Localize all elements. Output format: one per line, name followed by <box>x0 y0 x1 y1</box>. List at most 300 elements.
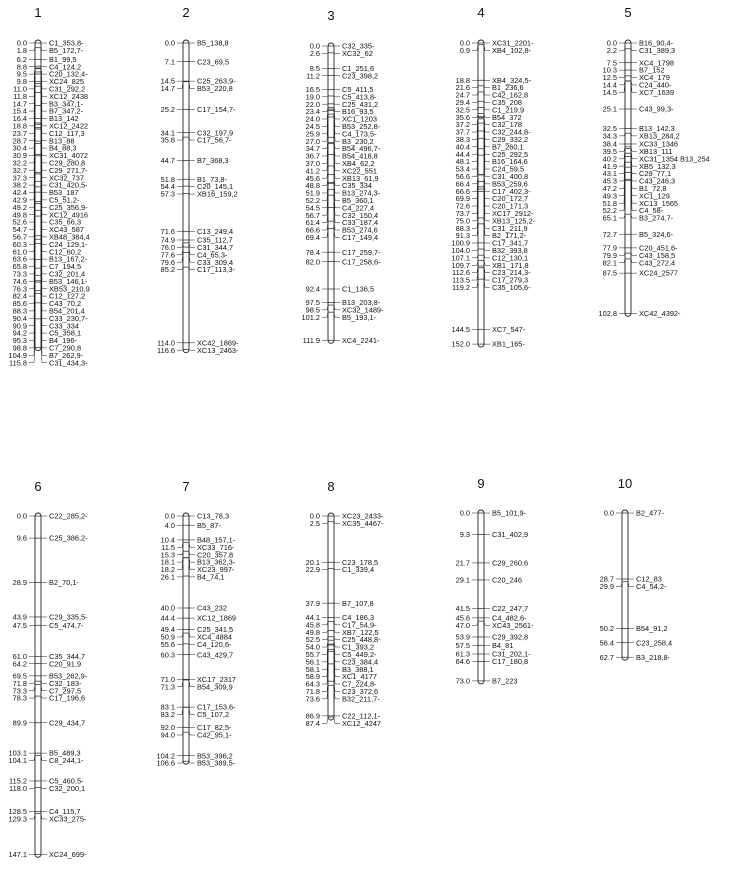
position-connector <box>619 259 625 263</box>
marker-label: XB4_102,8- <box>492 46 532 55</box>
marker-connector <box>334 637 340 640</box>
position-connector <box>322 53 328 54</box>
locus-position-label: 71.8 <box>13 679 27 688</box>
marker-label: XC24_825 <box>49 77 84 86</box>
locus-position-label: 44.1 <box>306 613 320 622</box>
marker-label: C42_162,8 <box>492 91 528 100</box>
marker-label: B7_152 <box>639 66 664 75</box>
marker-label: C5_449,2- <box>342 650 377 659</box>
marker-label: B53_262,9- <box>49 671 88 680</box>
linkage-group-title: 1 <box>34 5 41 20</box>
locus-position-label: 48.1 <box>456 157 470 166</box>
locus-position-label: 44.4 <box>161 614 175 623</box>
locus-position-label: 77.6 <box>161 250 175 259</box>
marker-label: C25_341,5 <box>197 625 233 634</box>
marker-label: C31_389,3 <box>639 46 675 55</box>
marker-label: C17_54,9- <box>342 620 377 629</box>
locus-position-label: 85.2 <box>161 265 175 274</box>
position-connector <box>177 137 183 140</box>
marker-label: C17_154,7- <box>197 105 236 114</box>
marker-label: B5_324,6- <box>639 230 674 239</box>
locus-position-label: 16.4 <box>13 114 27 123</box>
marker-label: XC13_2463- <box>197 346 239 355</box>
marker-connector <box>484 621 490 625</box>
position-connector <box>29 48 35 51</box>
locus-position-label: 49.4 <box>161 625 175 634</box>
locus-position-label: 28.7 <box>13 136 27 145</box>
locus-position-label: 115.8 <box>9 358 27 367</box>
position-connector <box>29 68 35 74</box>
locus-position-label: 82.1 <box>603 258 617 267</box>
locus-position-label: 8.5 <box>310 64 320 73</box>
locus-position-label: 34.7 <box>306 144 320 153</box>
marker-label: B7_368,3 <box>197 156 229 165</box>
marker-label: C20_246 <box>492 576 522 585</box>
locus-position-label: 37.0 <box>306 159 320 168</box>
locus-position-label: 41.9 <box>603 162 617 171</box>
linkage-group-3 <box>302 8 385 345</box>
marker-label: XB1_165- <box>492 340 525 349</box>
marker-label: C5_358,1 <box>49 329 81 338</box>
position-connector <box>29 787 35 788</box>
locus-position-label: 103.1 <box>9 749 28 758</box>
position-connector <box>177 680 183 687</box>
marker-label: C31_211,9 <box>492 224 528 233</box>
marker-label: C33_230,7- <box>49 314 88 323</box>
marker-connector <box>631 81 637 85</box>
locus-position-label: 79.6 <box>161 258 175 267</box>
marker-connector <box>41 685 47 691</box>
locus-position-label: 73.3 <box>13 686 27 695</box>
marker-connector <box>484 45 490 51</box>
locus-position-label: 11.5 <box>161 543 175 552</box>
locus-position-label: 18.8 <box>456 76 470 85</box>
locus-position-label: 25.1 <box>603 105 617 114</box>
marker-connector <box>189 542 195 547</box>
locus-position-label: 24.0 <box>306 115 320 124</box>
marker-label: XC31_1354 B13_254 <box>639 154 710 163</box>
marker-label: XC31_2201- <box>492 39 534 48</box>
marker-label: C12_83 <box>636 575 662 584</box>
locus-position-label: 98.8 <box>13 344 27 353</box>
locus-position-label: 71.0 <box>161 675 175 684</box>
marker-connector <box>189 732 195 735</box>
marker-label: B4_196- <box>49 336 77 345</box>
locus-position-label: 14.7 <box>161 84 175 93</box>
marker-connector <box>189 707 195 714</box>
marker-connector <box>334 621 340 624</box>
position-connector <box>472 621 478 625</box>
marker-label: B3_274,7- <box>639 214 674 223</box>
linkage-group-title: 2 <box>182 5 189 20</box>
marker-label: XC23_2433- <box>342 512 384 521</box>
marker-label: C23_372,6 <box>342 687 378 696</box>
marker-label: B13_274,3- <box>342 189 381 198</box>
locus-position-label: 32.5 <box>456 105 470 114</box>
locus-position-label: 73.7 <box>456 209 470 218</box>
locus-position-label: 90.9 <box>13 321 27 330</box>
marker-label: C7_224,8- <box>342 680 377 689</box>
locus-position-label: 66.6 <box>456 187 470 196</box>
marker-label: B1_236,6 <box>492 83 524 92</box>
marker-label: B53_274,6 <box>342 226 378 235</box>
marker-label: C35_112,7 <box>197 236 233 245</box>
locus-position-label: 7.1 <box>165 57 175 66</box>
locus-position-label: 0.0 <box>310 512 320 521</box>
locus-position-label: 26.1 <box>161 573 175 582</box>
locus-position-label: 18.1 <box>161 558 175 567</box>
position-connector <box>177 247 183 255</box>
marker-label: B54_309,9 <box>197 682 233 691</box>
marker-label: XC42_1869- <box>197 338 239 347</box>
marker-label: XC33_275- <box>49 815 87 824</box>
marker-label: C17_196,6 <box>49 694 85 703</box>
marker-label: C5_107,2 <box>197 710 229 719</box>
locus-position-label: 38.2 <box>13 181 27 190</box>
marker-label: B54_91,2 <box>636 624 668 633</box>
marker-label: B3_230,2 <box>342 137 374 146</box>
locus-position-label: 128.5 <box>9 807 28 816</box>
locus-position-label: 54.0 <box>306 643 320 652</box>
locus-position-label: 56.7 <box>13 233 27 242</box>
marker-label: C20_451,6- <box>639 243 678 252</box>
marker-label: C29_280,8 <box>49 159 85 168</box>
marker-label: B7_347,2- <box>49 107 84 116</box>
position-connector <box>619 214 625 218</box>
marker-connector <box>189 243 195 248</box>
marker-label: C31_420,5- <box>49 181 88 190</box>
marker-label: B13_203,8- <box>342 298 381 307</box>
marker-label: XC12_1869 <box>197 614 236 623</box>
locus-position-label: 43.9 <box>13 613 27 622</box>
marker-label: C42_95,1- <box>197 731 232 740</box>
locus-position-label: 9.5 <box>17 70 27 79</box>
locus-position-label: 50.9 <box>161 633 175 642</box>
marker-label: C33_334 <box>49 321 79 330</box>
marker-label: C43_246,3 <box>639 177 675 186</box>
linkage-group-6 <box>9 479 89 859</box>
locus-position-label: 86.9 <box>306 711 320 720</box>
marker-label: XC7_1639 <box>639 88 674 97</box>
locus-position-label: 83.2 <box>161 710 175 719</box>
marker-label: C5_474,7- <box>49 621 84 630</box>
locus-position-label: 109.7 <box>452 261 471 270</box>
position-connector <box>322 569 328 570</box>
marker-label: B1_99,5 <box>49 55 77 64</box>
locus-position-label: 118.0 <box>9 784 27 793</box>
locus-position-label: 65.1 <box>603 214 617 223</box>
marker-connector <box>41 68 47 74</box>
linkage-group-title: 7 <box>182 479 189 494</box>
locus-position-label: 63.6 <box>13 255 27 264</box>
position-connector <box>472 114 478 118</box>
locus-position-label: 65.8 <box>13 262 27 271</box>
marker-label: C20_132,4- <box>49 70 88 79</box>
locus-position-label: 18.8 <box>13 122 27 131</box>
locus-position-label: 104.2 <box>157 751 176 760</box>
locus-position-label: 69.5 <box>13 671 27 680</box>
locus-position-label: 52.2 <box>306 196 320 205</box>
locus-position-label: 12.5 <box>603 73 617 82</box>
marker-connector <box>334 143 340 156</box>
marker-connector <box>189 551 195 555</box>
locus-position-label: 45.8 <box>306 620 320 629</box>
marker-label: XC17_2912- <box>492 209 534 218</box>
marker-label: C17_56,7- <box>197 136 232 145</box>
marker-connector <box>631 253 637 255</box>
locus-position-label: 41.5 <box>456 604 470 613</box>
locus-position-label: 60.3 <box>13 240 27 249</box>
marker-label: C7_194,5 <box>49 262 81 271</box>
locus-position-label: 77.9 <box>603 243 617 252</box>
locus-position-label: 28.7 <box>600 575 614 584</box>
position-connector <box>322 312 328 317</box>
marker-label: XC12_2438 <box>49 92 88 101</box>
marker-label: C35_105,6- <box>492 283 531 292</box>
marker-label: C43_272,4 <box>639 258 675 267</box>
marker-label: C17_258,6- <box>342 257 381 266</box>
locus-position-label: 6.2 <box>17 55 27 64</box>
marker-label: XC32_1489- <box>342 305 384 314</box>
locus-position-label: 47.2 <box>603 184 617 193</box>
marker-label: C32_197,9 <box>197 128 233 137</box>
locus-position-label: 152.0 <box>452 340 471 349</box>
locus-position-label: 69.9 <box>456 194 470 203</box>
locus-position-label: 0.0 <box>17 39 27 48</box>
linkage-group-title: 10 <box>618 476 632 491</box>
marker-connector <box>189 247 195 255</box>
locus-position-label: 60.3 <box>161 650 175 659</box>
marker-label: C32_183- <box>49 679 82 688</box>
locus-position-label: 104.0 <box>452 246 471 255</box>
marker-connector <box>189 633 195 637</box>
marker-label: C12_60,2 <box>49 247 81 256</box>
marker-label: XC42_4392- <box>639 309 681 318</box>
locus-position-label: 66.6 <box>306 226 320 235</box>
position-connector <box>616 582 622 587</box>
linkage-group-7 <box>157 479 237 768</box>
position-connector <box>619 153 625 166</box>
marker-label: C24_59,5 <box>492 165 524 174</box>
marker-label: XC23_997- <box>197 565 235 574</box>
marker-label: XB4_62,2 <box>342 159 374 168</box>
marker-label: B54_372 <box>492 113 522 122</box>
locus-position-label: 71.6 <box>161 227 175 236</box>
locus-position-label: 37.9 <box>306 599 320 608</box>
locus-position-label: 0.0 <box>165 39 175 48</box>
marker-label: C1_393,2 <box>342 643 374 652</box>
marker-connector <box>631 147 637 152</box>
marker-label: C1_353,8- <box>49 39 84 48</box>
marker-label: C43_232 <box>197 604 227 613</box>
locus-position-label: 22.0 <box>306 100 320 109</box>
locus-position-label: 78.3 <box>13 694 27 703</box>
locus-position-label: 11.8 <box>13 92 27 101</box>
locus-position-label: 85.6 <box>13 299 27 308</box>
marker-label: C4_58- <box>639 206 664 215</box>
marker-label: B48_157,1- <box>197 536 236 545</box>
locus-position-label: 1.8 <box>17 46 27 55</box>
marker-label: B32_393,8 <box>492 246 528 255</box>
marker-label: C31_202,1- <box>492 650 531 659</box>
marker-label: C25_448,8- <box>342 635 381 644</box>
locus-position-label: 23.7 <box>13 129 27 138</box>
position-connector <box>619 147 625 152</box>
marker-label: C29_260,6 <box>492 559 528 568</box>
locus-position-label: 32.7 <box>13 166 27 175</box>
marker-label: C1_136,5 <box>342 285 374 294</box>
locus-position-label: 94.0 <box>161 731 175 740</box>
position-connector <box>177 186 183 187</box>
locus-position-label: 87.5 <box>603 269 617 278</box>
marker-label: C29_332,2 <box>492 135 528 144</box>
marker-label: XC4_179 <box>639 73 670 82</box>
marker-label: C43_99,3- <box>639 105 674 114</box>
position-connector <box>29 66 35 67</box>
linkage-group-title: 8 <box>327 479 334 494</box>
marker-connector <box>334 305 340 310</box>
position-connector <box>472 107 478 109</box>
marker-connector <box>631 153 637 166</box>
locus-position-label: 56.7 <box>306 211 320 220</box>
position-connector <box>29 696 35 698</box>
position-connector <box>177 644 183 645</box>
marker-connector <box>484 279 490 287</box>
marker-label: C17_82,5- <box>197 723 232 732</box>
position-connector <box>177 558 183 570</box>
marker-label: B53_146,1- <box>49 277 88 286</box>
marker-connector <box>189 576 195 577</box>
locus-position-label: 20.1 <box>306 558 320 567</box>
locus-position-label: 51.9 <box>306 189 320 198</box>
position-connector <box>29 681 35 683</box>
marker-label: XC43_2561- <box>492 621 534 630</box>
marker-label: B54_201,4 <box>49 307 85 316</box>
position-connector <box>29 685 35 691</box>
locus-position-label: 51.8 <box>161 175 175 184</box>
marker-label: B5_138,8 <box>197 39 229 48</box>
marker-label: XC24_2577 <box>639 269 678 278</box>
position-connector <box>322 631 328 633</box>
position-connector <box>472 249 478 250</box>
marker-label: C20_357,8 <box>197 550 233 559</box>
locus-position-label: 30.4 <box>13 144 27 153</box>
marker-connector <box>631 49 637 51</box>
marker-label: C32_178 <box>492 120 522 129</box>
locus-position-label: 104.1 <box>9 756 28 765</box>
marker-label: C12_117,3 <box>49 129 85 138</box>
marker-label: XC12_4916 <box>49 210 88 219</box>
locus-position-label: 83.1 <box>161 703 175 712</box>
locus-position-label: 111.9 <box>303 336 320 345</box>
marker-label: B16_90,4- <box>639 39 674 48</box>
position-connector <box>177 542 183 547</box>
locus-position-label: 14.5 <box>603 88 617 97</box>
marker-label: C24_440- <box>639 81 672 90</box>
linkage-group-title: 3 <box>327 8 334 23</box>
position-connector <box>472 86 478 88</box>
marker-label: C4_115,7 <box>49 807 81 816</box>
marker-label: C20_145,1 <box>197 182 233 191</box>
marker-label: C25_356,9- <box>49 203 88 212</box>
locus-position-label: 107.1 <box>452 253 471 262</box>
locus-position-label: 92.4 <box>306 285 320 294</box>
locus-position-label: 57.3 <box>161 190 175 199</box>
marker-label: C7_290,8 <box>49 344 81 353</box>
marker-label: XC43_587 <box>49 225 84 234</box>
locus-position-label: 15.3 <box>161 550 175 559</box>
position-connector <box>472 260 478 265</box>
marker-label: XC1_1203 <box>342 115 377 124</box>
marker-label: XC4_1798 <box>639 58 674 67</box>
locus-position-label: 14.7 <box>13 99 27 108</box>
marker-label: B4_81 <box>492 641 513 650</box>
locus-position-label: 116.6 <box>157 346 175 355</box>
position-connector <box>322 522 328 524</box>
locus-position-label: 49.2 <box>13 203 27 212</box>
linkage-group-5 <box>599 5 710 318</box>
marker-label: XC1_129 <box>639 191 670 200</box>
marker-label: XB13_61,9 <box>342 174 379 183</box>
locus-position-label: 21.7 <box>456 559 470 568</box>
marker-connector <box>484 266 490 273</box>
marker-label: C43_70,2 <box>49 299 81 308</box>
marker-label: B4_88,3 <box>49 144 77 153</box>
marker-label: B1_72,8 <box>639 184 667 193</box>
marker-connector <box>631 259 637 263</box>
locus-position-label: 45.6 <box>306 174 320 183</box>
marker-label: B7_260,1 <box>492 142 524 151</box>
locus-position-label: 47.0 <box>456 621 470 630</box>
locus-position-label: 10.4 <box>161 536 175 545</box>
locus-position-label: 76.0 <box>161 243 175 252</box>
locus-position-label: 49.8 <box>13 210 27 219</box>
marker-label: B4_74,1 <box>197 573 225 582</box>
locus-position-label: 11.2 <box>306 71 320 80</box>
marker-connector <box>334 108 340 112</box>
locus-position-label: 14.5 <box>161 77 175 86</box>
locus-position-label: 112.6 <box>452 268 470 277</box>
marker-label: B7_262,9- <box>49 351 84 360</box>
position-connector <box>619 253 625 255</box>
marker-connector <box>631 76 637 78</box>
locus-position-label: 52.5 <box>306 635 320 644</box>
marker-connector <box>484 260 490 265</box>
position-connector <box>177 576 183 577</box>
marker-label: C4_186,3 <box>342 613 374 622</box>
locus-position-label: 42.4 <box>13 188 27 197</box>
locus-position-label: 56.4 <box>600 638 614 647</box>
marker-label: XB48_384,4 <box>49 233 90 242</box>
position-connector <box>472 268 478 280</box>
marker-label: B5_101,9- <box>492 509 527 518</box>
position-connector <box>322 108 328 112</box>
marker-label: XB13_111 <box>639 147 672 156</box>
locus-position-label: 113.5 <box>452 276 470 285</box>
marker-label: C17_259,7- <box>342 248 381 257</box>
locus-position-label: 64.6 <box>456 657 470 666</box>
chromosome-bar <box>622 510 628 660</box>
marker-label: C29_271,7- <box>49 166 88 175</box>
locus-position-label: 0.0 <box>165 512 175 521</box>
locus-position-label: 102.8 <box>599 309 618 318</box>
locus-position-label: 92.0 <box>161 723 175 732</box>
linkage-group-4 <box>452 5 536 349</box>
position-connector <box>177 732 183 735</box>
position-connector <box>322 143 328 156</box>
marker-label: C17_113,3- <box>197 265 236 274</box>
locus-position-label: 52.6 <box>13 218 27 227</box>
